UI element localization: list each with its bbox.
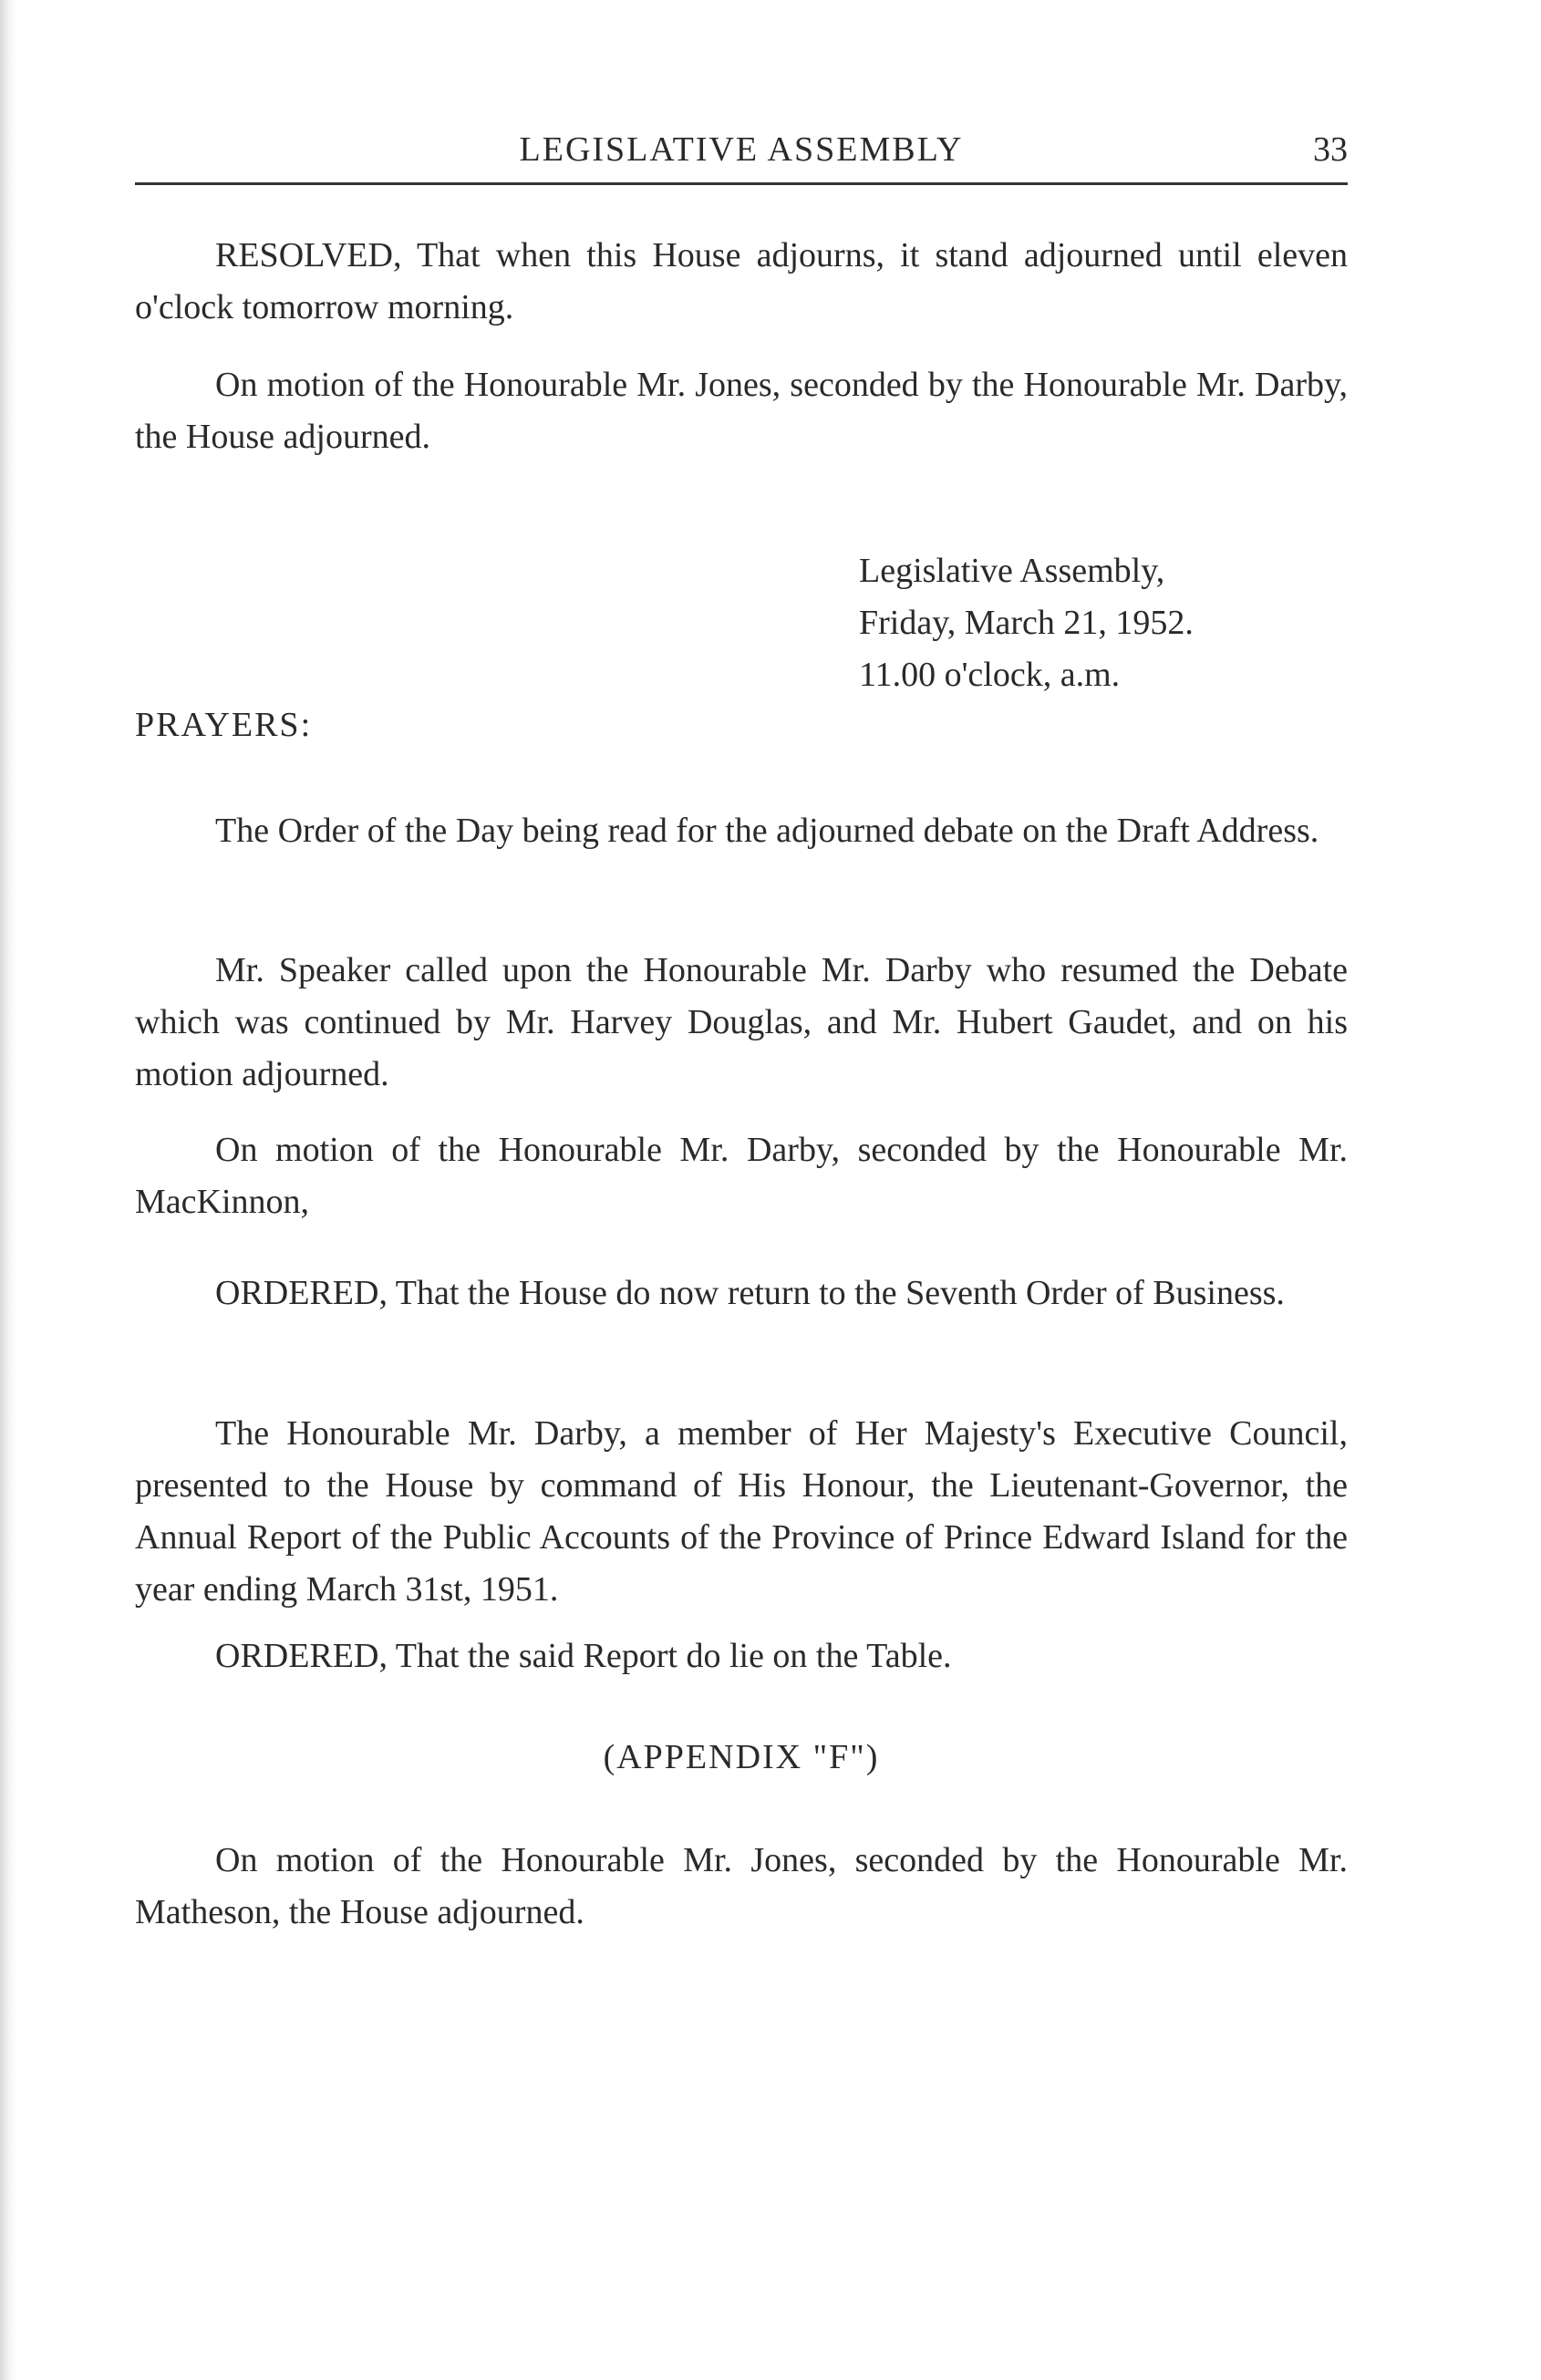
prayers-heading: PRAYERS:	[135, 706, 313, 744]
paragraph-final-motion: On motion of the Honourable Mr. Jones, seconded by the Honourable Mr. Matheson, the House adjourned.	[135, 1841, 1348, 1931]
page-number: 33	[1313, 130, 1348, 169]
sitting-time: 11.00 o'clock, a.m.	[859, 656, 1121, 694]
paragraph-ordered-return: ORDERED, That the House do now return to the Seventh Order of Business.	[215, 1274, 1285, 1312]
sitting-date: Friday, March 21, 1952.	[859, 604, 1194, 642]
paragraph-ordered-table: ORDERED, That the said Report do lie on the Table.	[215, 1637, 952, 1675]
paragraph-order-of-day: The Order of the Day being read for the adjourned debate on the Draft Address.	[215, 812, 1319, 850]
paragraph-motion-darby: On motion of the Honourable Mr. Darby, seconded by the Honourable Mr. MacKinnon,	[135, 1131, 1348, 1221]
sitting-dateline	[859, 545, 1351, 701]
paragraph-motion-adjourn: On motion of the Honourable Mr. Jones, seconded by the Honourable Mr. Darby, the House adjourned.	[135, 366, 1348, 456]
running-header	[135, 126, 1348, 181]
header-rule	[135, 182, 1348, 185]
appendix-heading: (APPENDIX "F")	[603, 1738, 880, 1776]
paragraph-annual-report: The Honourable Mr. Darby, a member of Her Majesty's Executive Council, presented to the House by command of His Honour, the Lieutenant-Governor, the Annual Report of the Public Accounts of the Province of Prince Edward Island for the year ending March 31st, 1951.	[135, 1414, 1348, 1609]
paragraph-resolved: RESOLVED, That when this House adjourns, it stand adjourned until eleven o'clock tomorrow morning.	[135, 236, 1348, 326]
paragraph-speaker-debate: Mr. Speaker called upon the Honourable Mr. Darby who resumed the Debate which was continued by Mr. Harvey Douglas, and Mr. Hubert Gaudet, and on his motion adjourned.	[135, 951, 1348, 1093]
running-title: LEGISLATIVE ASSEMBLY	[519, 130, 964, 169]
page-edge-shadow	[0, 0, 16, 2380]
sitting-body: Legislative Assembly,	[859, 552, 1165, 590]
